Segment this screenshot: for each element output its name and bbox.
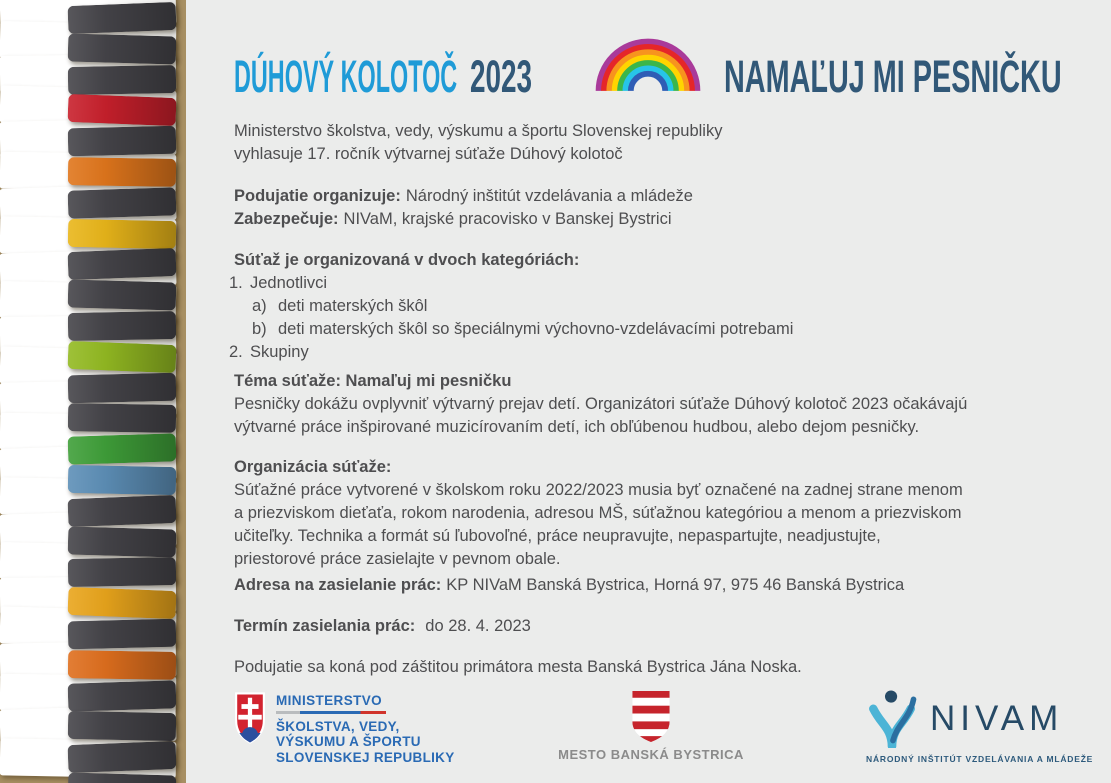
city-shield-icon: [631, 690, 671, 743]
ministry-line-3: VÝSKUMU A ŠPORTU: [276, 734, 421, 749]
organizer-label: Podujatie organizuje:: [234, 187, 401, 205]
poster-content: [186, 0, 1111, 783]
theme-heading: Téma súťaže: Namaľuj mi pesničku: [234, 372, 512, 390]
patronage-line: Podujatie sa koná pod záštitou primátora mesta Banská Bystrica Jána Noska.: [234, 658, 802, 676]
categories-heading: Súťaž je organizovaná v dvoch kategóriách:: [234, 251, 580, 269]
organization-line-1: Súťažné práce vytvorené v školskom roku 2022/2023 musia byť označené na zadnej strane menom: [234, 481, 963, 499]
piano-black-key: [68, 526, 177, 557]
piano-colored-key: [68, 341, 177, 373]
piano-colored-key: [68, 465, 177, 495]
rainbow-icon: [592, 30, 704, 92]
piano-black-key: [68, 248, 177, 280]
city-logo: [631, 690, 671, 748]
nivam-name: NIVAM: [930, 699, 1064, 738]
piano-keyboard-graphic: [0, 0, 186, 783]
title-namaluj-mi-pesnicku: NAMAĽUJ MI PESNIČKU: [724, 51, 1062, 102]
category-1a: [252, 295, 427, 318]
deadline-label: Termín zasielania prác:: [234, 617, 416, 635]
title-year: 2023: [470, 51, 533, 102]
address-value: KP NIVaM Banská Bystrica, Horná 97, 975 46 Banská Bystrica: [446, 576, 905, 594]
nivam-subtitle: NÁRODNÝ INŠTITÚT VZDELÁVANIA A MLÁDEŽE: [866, 754, 1094, 764]
provider-value: NIVaM, krajské pracovisko v Banskej Bystrici: [343, 210, 672, 228]
piano-black-key: [68, 680, 177, 711]
piano-black-key: [68, 311, 176, 341]
piano-black-key: [68, 404, 176, 434]
organization-line-2: a priezviskom dieťaťa, rokom narodenia, adresou MŠ, súťažnou kategóriou a menom a priezviskom: [234, 504, 962, 522]
piano-colored-key: [68, 218, 177, 248]
slovak-coat-of-arms-icon: [234, 690, 266, 746]
piano-black-key: [68, 619, 177, 650]
category-2-text: Skupiny: [250, 343, 309, 361]
organization-line-4: priestorové práce zasielajte v pevnom obale.: [234, 550, 561, 568]
category-1a-text: deti materských škôl: [278, 297, 428, 315]
deadline-value: do 28. 4. 2023: [425, 617, 531, 635]
organization-line-3: učiteľky. Technika a formát sú ľubovoľné, práce neupravujte, nepaspartujte, neadjustujte,: [234, 527, 881, 545]
piano-black-key: [68, 280, 177, 311]
category-1-text: Jednotlivci: [250, 274, 328, 292]
organization-heading: Organizácia súťaže:: [234, 458, 392, 476]
piano-black-key: [68, 65, 176, 95]
title-duhovy-kolotoc: DÚHOVÝ KOLOTOČ: [234, 51, 458, 102]
theme-line-2: výtvarné práce inšpirované muzicírovaním detí, ich obľúbenou hudbou, alebo dejom pesničky.: [234, 418, 920, 436]
nivam-figure-icon: [866, 690, 918, 748]
nivam-row: [866, 690, 1093, 748]
piano-black-key: [68, 187, 177, 218]
category-1b: [252, 318, 793, 341]
piano-black-key: [68, 741, 177, 773]
piano-colored-key: [68, 157, 176, 187]
category-1: [229, 272, 327, 295]
piano-black-key: [68, 711, 177, 741]
piano-black-key: [68, 557, 176, 587]
category-1b-number: b): [252, 320, 267, 338]
theme-line-1: Pesničky dokážu ovplyvniť výtvarný prejav detí. Organizátori súťaže Dúhový kolotoč 2023 očakávajú: [234, 395, 968, 413]
ministry-rule: [276, 711, 386, 714]
category-1-number: 1.: [229, 274, 243, 292]
piano-black-key: [68, 126, 177, 157]
provider-line: [234, 208, 672, 231]
piano-colored-key: [68, 650, 176, 680]
ministry-name: MINISTERSTVO: [276, 693, 383, 708]
category-1a-number: a): [252, 297, 267, 315]
category-2-number: 2.: [229, 343, 243, 361]
provider-label: Zabezpečuje:: [234, 210, 339, 228]
ministry-logo: [234, 690, 455, 765]
category-1b-text: deti materských škôl so špeciálnymi výchovno-vzdelávacími potrebami: [278, 320, 794, 338]
piano-black-key: [68, 772, 177, 783]
intro-line-2: vyhlasuje 17. ročník výtvarnej súťaže Dúhový kolotoč: [234, 145, 623, 163]
piano-colored-key: [68, 433, 177, 464]
organizer-value: Národný inštitút vzdelávania a mládeže: [405, 187, 693, 205]
piano-colored-key: [68, 587, 177, 619]
ministry-text: [276, 690, 455, 765]
nivam-logo: [866, 690, 1093, 764]
piano-black-key: [68, 372, 177, 403]
piano-colored-key: [68, 94, 177, 126]
piano-black-key: [68, 2, 177, 34]
deadline-line: [234, 615, 531, 638]
intro-line-1: Ministerstvo školstva, vedy, výskumu a športu Slovenskej republiky: [234, 122, 723, 140]
city-label: MESTO BANSKÁ BYSTRICA: [558, 747, 744, 762]
piano-black-key: [68, 495, 177, 527]
organizer-line: [234, 185, 693, 208]
ministry-line-4: SLOVENSKEJ REPUBLIKY: [276, 749, 455, 765]
category-2: [229, 341, 309, 364]
piano-black-key: [68, 33, 177, 64]
address-label: Adresa na zasielanie prác:: [234, 576, 442, 594]
ministry-line-2: ŠKOLSTVA, VEDY,: [276, 718, 400, 734]
address-line: [234, 574, 904, 597]
